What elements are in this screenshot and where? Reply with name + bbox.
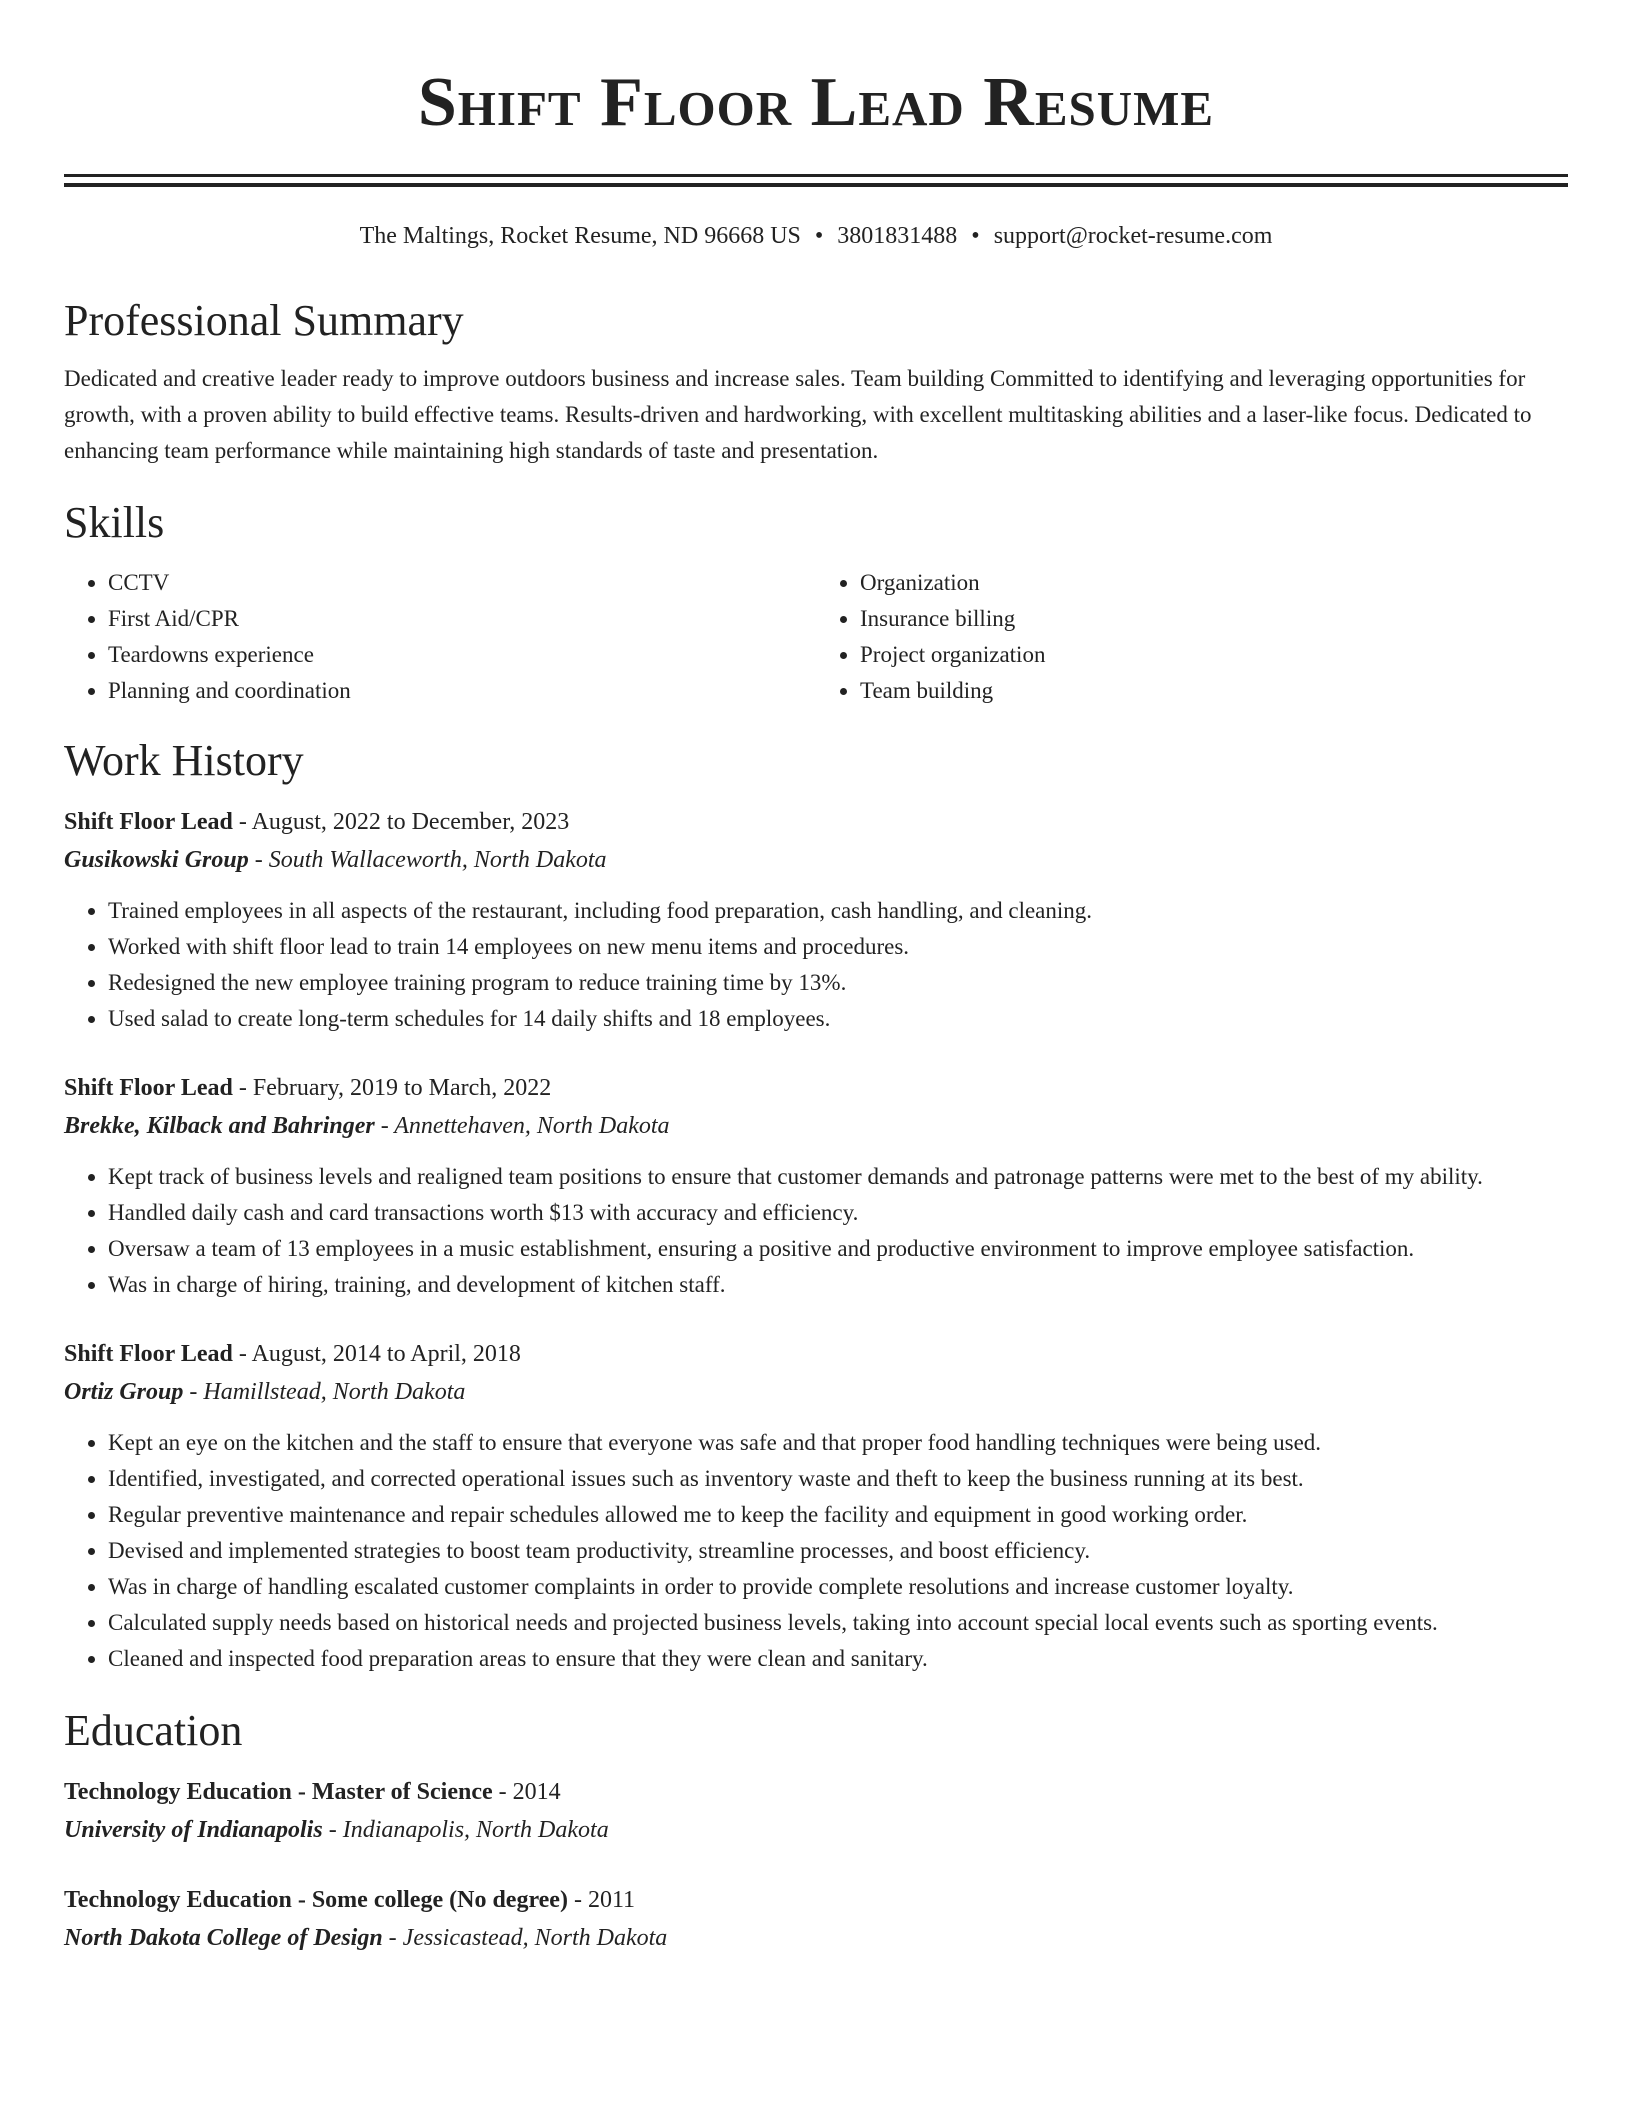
- school-name: North Dakota College of Design: [64, 1925, 383, 1951]
- duty-item: • Kept track of business levels and realigned team positions to ensure that customer demands and patronage patterns were met to the best of my ability.: [108, 1159, 1568, 1195]
- school-location: - Jessicastead, North Dakota: [382, 1925, 668, 1951]
- skill-item: • Project organization: [860, 637, 1568, 673]
- skill-item: • CCTV: [108, 565, 816, 601]
- education-entry: [64, 1881, 1568, 1957]
- duty-item: • Cleaned and inspected food preparation areas to ensure that they were clean and sanitary.: [108, 1641, 1568, 1677]
- company-header: [64, 1107, 1568, 1145]
- contact-line: [64, 219, 1568, 253]
- skills-list-left: [64, 565, 816, 709]
- company-location: - South Wallaceworth, North Dakota: [248, 847, 607, 873]
- duty-item: • Worked with shift floor lead to train 14 employees on new menu items and procedures.: [108, 929, 1568, 965]
- duty-item: • Identified, investigated, and corrected operational issues such as inventory waste and theft to keep the business running at its best.: [108, 1461, 1568, 1497]
- degree-name: Technology Education - Some college (No degree): [64, 1887, 568, 1913]
- contact-phone: 3801831488: [837, 223, 958, 249]
- job-duties: [64, 1159, 1568, 1303]
- degree-name: Technology Education - Master of Science: [64, 1779, 493, 1805]
- duty-item: • Was in charge of hiring, training, and development of kitchen staff.: [108, 1267, 1568, 1303]
- job-duties: [64, 893, 1568, 1037]
- degree-header: [64, 1881, 1568, 1919]
- duty-item: • Redesigned the new employee training program to reduce training time by 13%.: [108, 965, 1568, 1001]
- company-location: - Annettehaven, North Dakota: [374, 1113, 670, 1139]
- company-header: [64, 1373, 1568, 1411]
- skills-list-right: [816, 565, 1568, 709]
- job-dates: - February, 2019 to March, 2022: [232, 1075, 552, 1101]
- company-name: Ortiz Group: [64, 1379, 184, 1405]
- education-heading: Education: [64, 1706, 243, 1755]
- job-title: Shift Floor Lead: [64, 809, 233, 835]
- school-name: University of Indianapolis: [64, 1817, 323, 1843]
- duty-item: • Handled daily cash and card transactions worth $13 with accuracy and efficiency.: [108, 1195, 1568, 1231]
- duty-item: • Trained employees in all aspects of the restaurant, including food preparation, cash handling, and cleaning.: [108, 893, 1568, 929]
- job-entry: [64, 803, 1568, 1037]
- title-divider-top: [64, 174, 1568, 177]
- skill-item: • Teardowns experience: [108, 637, 816, 673]
- duty-item: • Calculated supply needs based on historical needs and projected business levels, taking into account special local events such as sporting events.: [108, 1605, 1568, 1641]
- job-title: Shift Floor Lead: [64, 1075, 233, 1101]
- school-header: [64, 1919, 1568, 1957]
- skills-grid: [64, 565, 1568, 709]
- duty-item: • Used salad to create long-term schedules for 14 daily shifts and 18 employees.: [108, 1001, 1568, 1037]
- degree-year: - 2011: [567, 1887, 636, 1913]
- work-history-heading: Work History: [64, 736, 304, 785]
- company-location: - Hamillstead, North Dakota: [183, 1379, 466, 1405]
- contact-email: support@rocket-resume.com: [993, 223, 1273, 249]
- company-name: Brekke, Kilback and Bahringer: [64, 1113, 375, 1139]
- duty-item: • Devised and implemented strategies to boost team productivity, streamline processes, and boost efficiency.: [108, 1533, 1568, 1569]
- skills-column-right: [816, 565, 1568, 709]
- skills-heading: Skills: [64, 498, 165, 547]
- job-header: [64, 1069, 1568, 1107]
- title-divider-bottom: [64, 183, 1568, 187]
- school-location: - Indianapolis, North Dakota: [322, 1817, 609, 1843]
- contact-separator: •: [814, 223, 824, 249]
- school-header: [64, 1811, 1568, 1849]
- skill-item: • First Aid/CPR: [108, 601, 816, 637]
- job-duties: [64, 1425, 1568, 1677]
- job-dates: - August, 2022 to December, 2023: [232, 809, 570, 835]
- skill-item: • Planning and coordination: [108, 673, 816, 709]
- degree-year: - 2014: [492, 1779, 561, 1805]
- company-name: Gusikowski Group: [64, 847, 249, 873]
- job-title: Shift Floor Lead: [64, 1341, 233, 1367]
- duty-item: • Oversaw a team of 13 employees in a music establishment, ensuring a positive and productive environment to improve employee satisfaction.: [108, 1231, 1568, 1267]
- contact-separator: •: [971, 223, 980, 249]
- job-entry: [64, 1335, 1568, 1677]
- contact-address: The Maltings, Rocket Resume, ND 96668 US: [359, 223, 801, 249]
- skill-item: • Insurance billing: [860, 601, 1568, 637]
- degree-header: [64, 1773, 1568, 1811]
- education-entry: [64, 1773, 1568, 1849]
- summary-text: Dedicated and creative leader ready to improve outdoors business and increase sales. Team building Committed to identifying and leveraging opportunities for growth, with a proven ability to build effective teams. Results-driven and hardworking, with excellent multitasking abilities and a laser-like focus. Dedicated to enhancing team performance while maintaining high standards of taste and presentation.: [64, 366, 1532, 463]
- duty-item: • Was in charge of handling escalated customer complaints in order to provide complete resolutions and increase customer loyalty.: [108, 1569, 1568, 1605]
- job-header: [64, 803, 1568, 841]
- duty-item: • Regular preventive maintenance and repair schedules allowed me to keep the facility and equipment in good working order.: [108, 1497, 1568, 1533]
- job-dates: - August, 2014 to April, 2018: [232, 1341, 521, 1367]
- company-header: [64, 841, 1568, 879]
- duty-item: • Kept an eye on the kitchen and the staff to ensure that everyone was safe and that proper food handling techniques were being used.: [108, 1425, 1568, 1461]
- job-header: [64, 1335, 1568, 1373]
- job-entry: [64, 1069, 1568, 1303]
- skills-column-left: [64, 565, 816, 709]
- page-title: Shift Floor Lead Resume: [417, 64, 1215, 141]
- skill-item: • Organization: [860, 565, 1568, 601]
- summary-heading: Professional Summary: [64, 296, 464, 345]
- skill-item: • Team building: [860, 673, 1568, 709]
